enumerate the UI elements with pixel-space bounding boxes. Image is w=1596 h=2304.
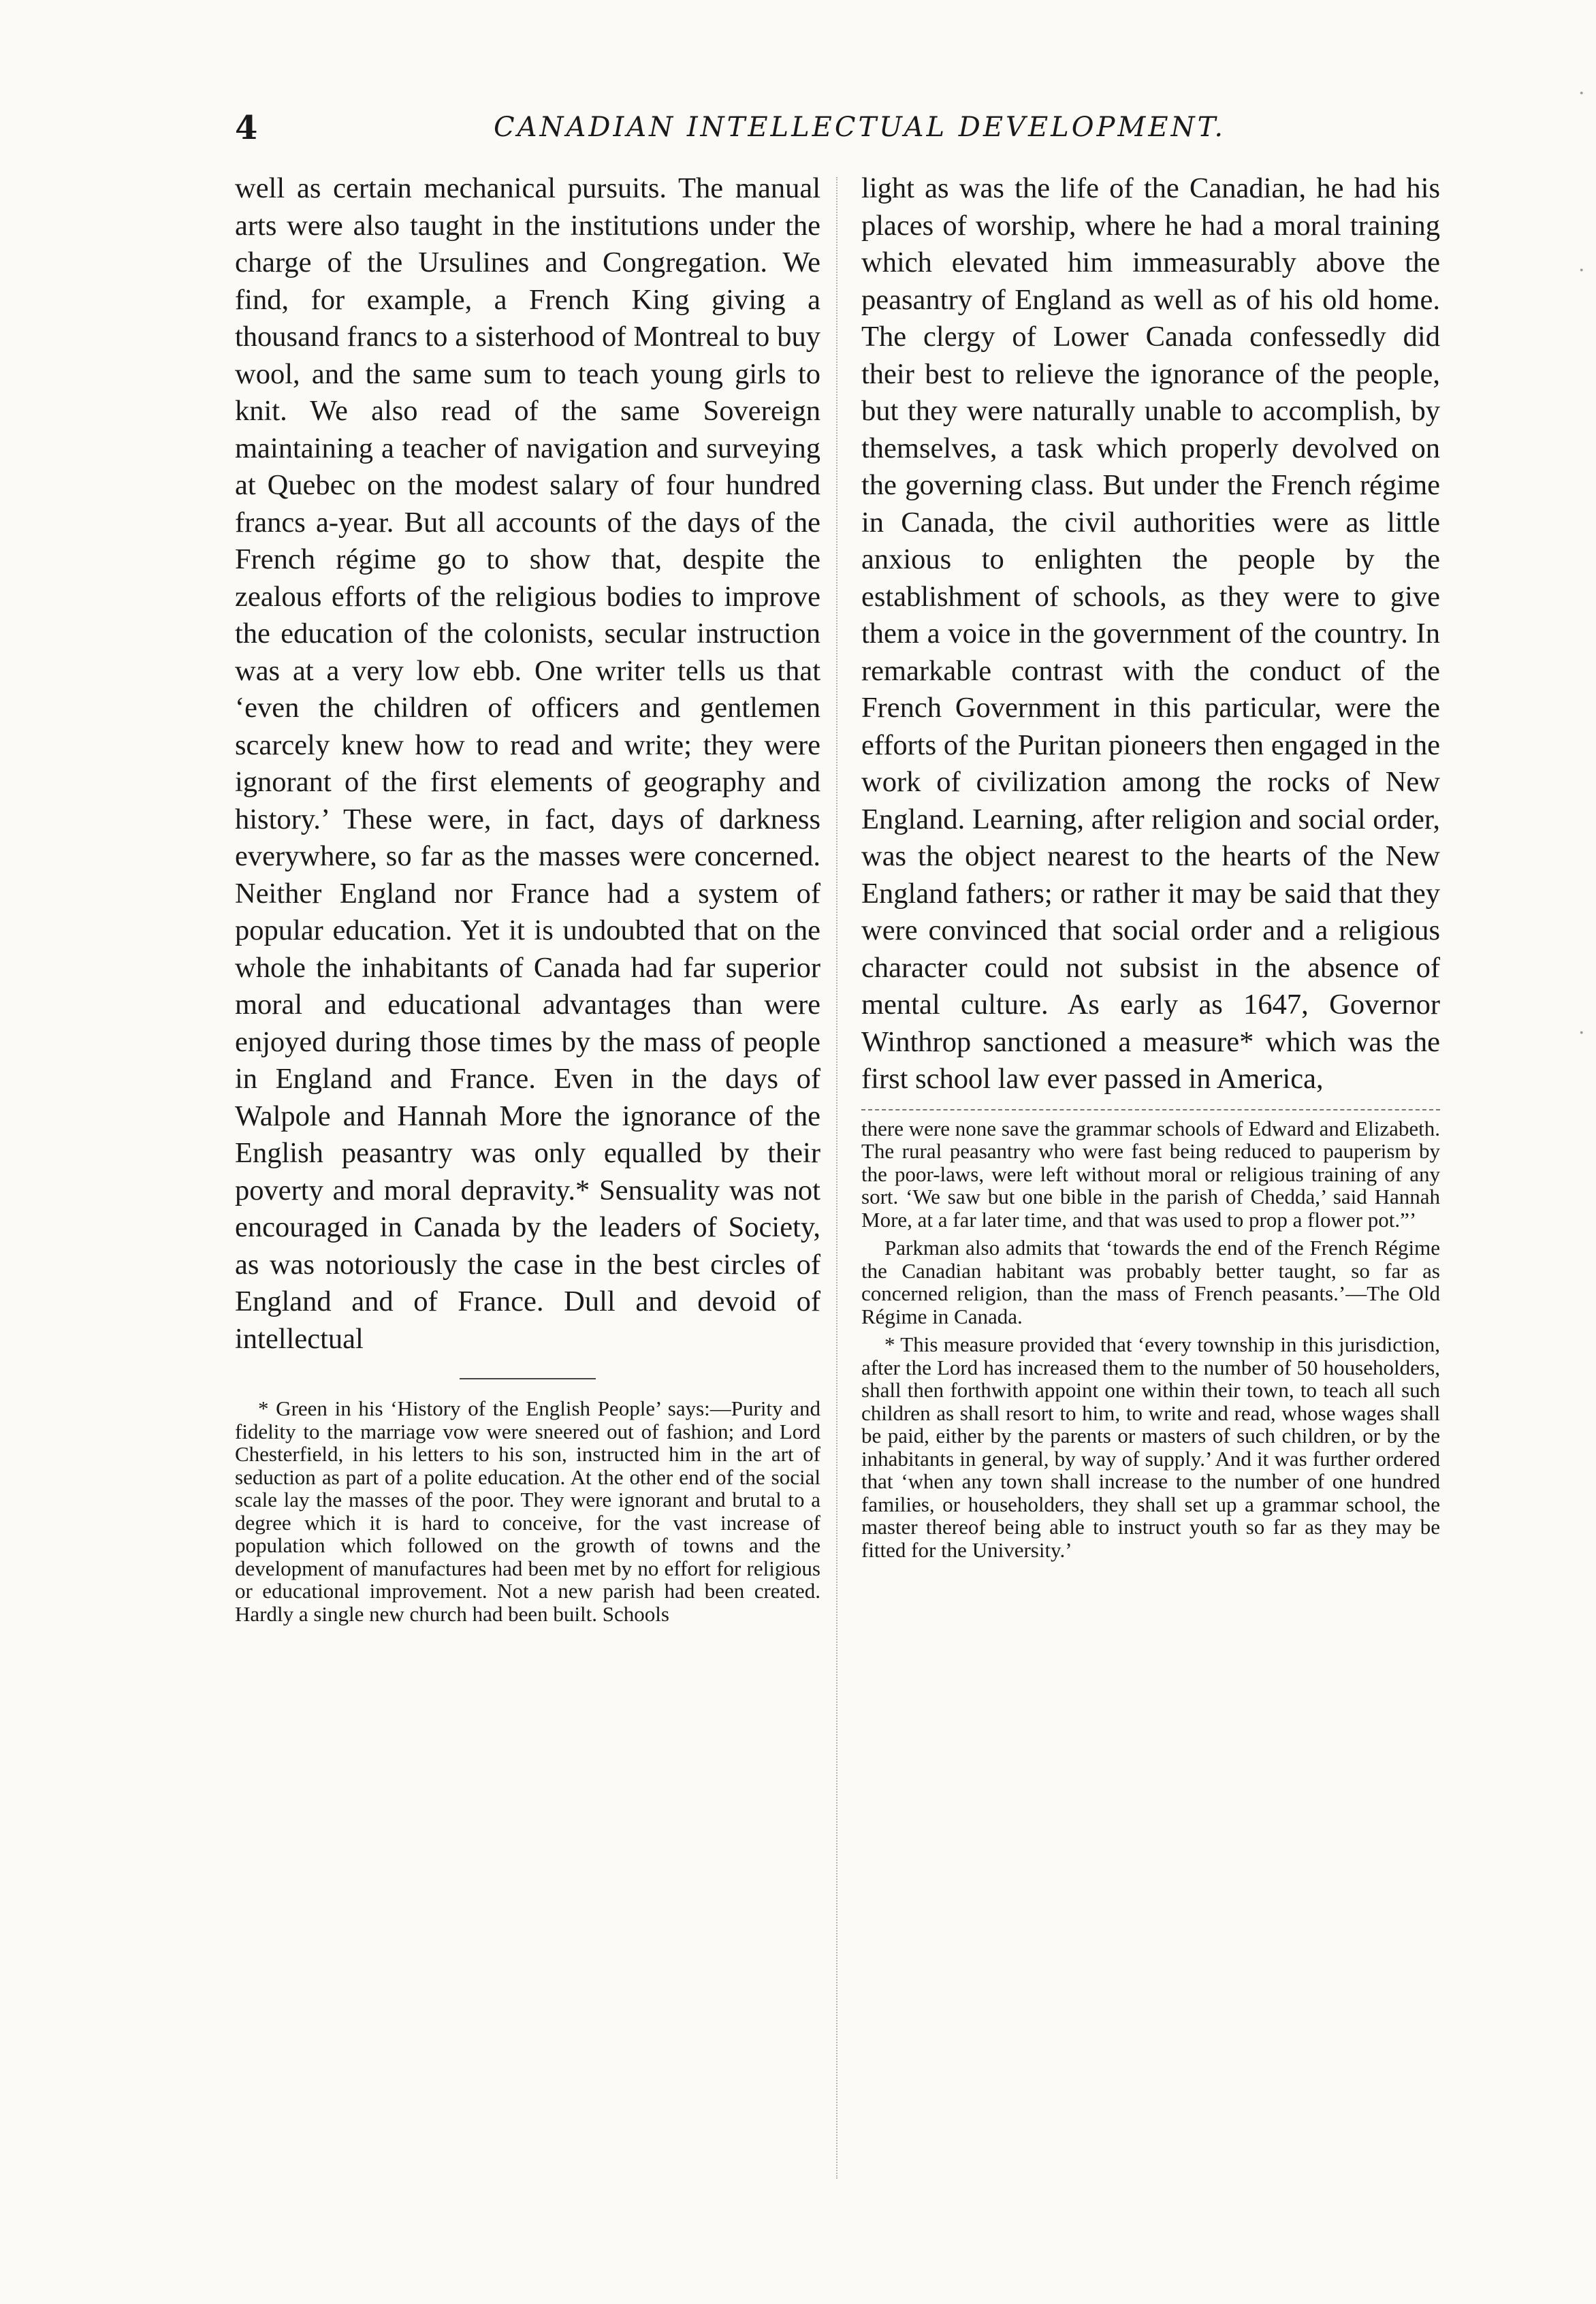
page-number: 4 xyxy=(235,109,258,147)
footnote-parkman: Parkman also admits that ‘towards the end of the French Régime the Canadian habitant was probably better taught, so far as concerned religion, than the mass of French peasants.’—The Old Régime in Canada. xyxy=(861,1236,1440,1328)
footnote-rule xyxy=(460,1378,596,1379)
margin-speck: · xyxy=(1578,1021,1585,1045)
margin-speck: · xyxy=(1578,82,1585,106)
footnote-continued: there were none save the grammar schools of Edward and Elizabeth. The rural peasantry who were fast being reduced to pauperism by the poor-laws, were left without moral or religious training of any sort. ‘We saw but one bible in the parish of Chedda,’ said Hannah More, at a far later time, and that was used to prop a flower pot.”’ xyxy=(861,1116,1440,1232)
right-body-paragraph: light as was the life of the Canadian, he had his places of worship, where he had a moral training which elevated him immeasurably above the peasantry of England as well as of his old home. The clergy of Lower Canada confessedly did their best to relieve the ignorance of the people, but they were naturally unable to accomplish, by themselves, a task which properly devolved on the governing class. But under the French régime in Canada, the civil authorities were as little anxious to enlighten the people by the establishment of schools, as they were to give them a voice in the government of the country. In remarkable contrast with the conduct of the French Government in this particular, were the efforts of the Puritan pioneers then engaged in the work of civilization among the rocks of New England. Learning, after religion and social order, was the object nearest to the hearts of the New England fathers; or rather it may be said that they were convinced that social order and a religious character could not subsist in the absence of mental culture. As early as 1647, Governor Winthrop sanctioned a measure* which was the first school law ever passed in America, xyxy=(861,172,1440,1095)
footnote-rule xyxy=(861,1109,1440,1110)
running-title: CANADIAN INTELLECTUAL DEVELOPMENT. xyxy=(494,112,1226,143)
left-column xyxy=(235,170,820,1631)
page-header xyxy=(235,109,1461,157)
footnote-green: * Green in his ‘History of the English People’ says:—Purity and fidelity to the marriage vow were sneered out of fashion; and Lord Chesterfield, in his letters to his son, instructed him in the art of seduction as part of a polite education. At the other end of the social scale lay the masses of the poor. They were ignorant and brutal to a degree which it is hard to conceive, for the vast increase of population which followed on the growth of towns and the development of manufactures had been met by no effort for religious or educational improvement. Not a new parish had been created. Hardly a single new church had been built. Schools xyxy=(235,1396,820,1626)
left-footnotes xyxy=(235,1397,820,1625)
right-body-text xyxy=(861,170,1440,1098)
left-body-paragraph: well as certain mechanical pursuits. The manual arts were also taught in the institutions under the charge of the Ursulines and Congregation. We find, for example, a French King giving a thousand francs to a sisterhood of Montreal to buy wool, and the same sum to teach young girls to knit. We also read of the same Sovereign maintaining a teacher of navigation and surveying at Quebec on the modest salary of four hundred francs a-year. But all accounts of the days of the French régime go to show that, despite the zealous efforts of the religious bodies to improve the education of the colonists, secular instruction was at a very low ebb. One writer tells us that ‘even the children of officers and gentlemen scarcely knew how to read and write; they were ignorant of the first elements of geography and history.’ These were, in fact, days of darkness everywhere, so far as the masses were concerned. Neither England nor France had a system of popular education. Yet it is undoubted that on the whole the inhabitants of Canada had far superior moral and educational advantages than were enjoyed during those times by the mass of people in England and France. Even in the days of Walpole and Hannah More the ignorance of the English peasantry was only equalled by their poverty and moral depravity.* Sensuality was not encouraged in Canada by the leaders of Society, as was notoriously the case in the best circles of England and of France. Dull and devoid of intellectual xyxy=(235,172,820,1355)
left-body-text xyxy=(235,170,820,1358)
right-column xyxy=(861,170,1440,1567)
margin-speck: · xyxy=(1578,259,1585,283)
right-footnotes xyxy=(861,1117,1440,1562)
footnote-measure: * This measure provided that ‘every township in this jurisdiction, after the Lord has increased them to the number of 50 householders, shall then forthwith appoint one within their town, to teach all such children as shall resort to him, to write and read, whose wages shall be paid, either by the parents or masters of such children, or by the inhabitants in general, by way of supply.’ And it was further ordered that ‘when any town shall increase to the number of one hundred families, or householders, they shall set up a grammar school, the master thereof being able to instruct youth so far as they may be fitted for the University.’ xyxy=(861,1332,1440,1562)
column-divider xyxy=(836,177,837,2179)
